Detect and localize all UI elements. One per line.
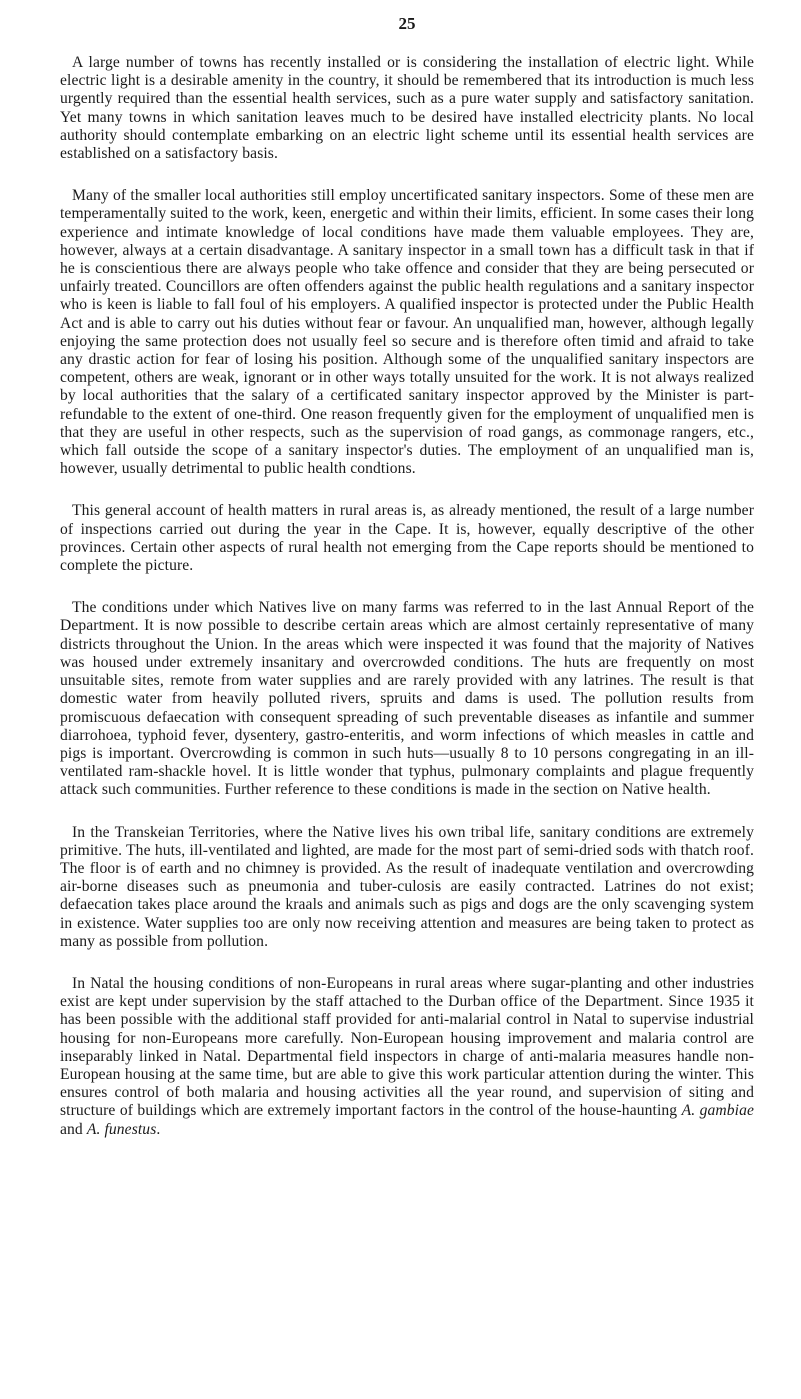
paragraph-electric-light [60, 54, 754, 163]
paragraph-text: In the Transkeian Territories, where the Native lives his own tribal life, sanitary conditions are extremely primitive. The huts, ill-ventilated and lighted, are made for the most part of semi-dried sods with thatch roof. The floor is of earth and no chimney is provided. As the result of inadequate ventilation and overcrowding air-borne diseases such as pneumonia and tuber-culosis are easily contracted. Latrines do not exist; defaecation takes place around the kraals and animals such as pigs and dogs are the only scavenging system in existence. Water supplies too are only now receiving attention and measures are being taken to protect as many as possible from pollution. [60, 823, 754, 950]
paragraph-text: The conditions under which Natives live on many farms was referred to in the last Annual Report of the Department. It is now possible to describe certain areas which are almost certainly representative of many districts throughout the Union. In the areas which were inspected it was found that the majority of Natives was housed under extremely insanitary and overcrowded conditions. The huts are frequently on most unsuitable sites, remote from water supplies and are rarely provided with any latrines. The result is that domestic water from heavily polluted rivers, spruits and dams is used. The pollution results from promiscuous defaecation with consequent spreading of such preventable diseases as infantile and summer diarrohoea, typhoid fever, dysentery, gastro-enteritis, and worm infections of which measles in cattle and pigs is important. Overcrowding is common in such huts—usually 8 to 10 persons congregating in an ill-ventilated ram-shackle hovel. It is little wonder that typhus, pulmonary complaints and plague frequently attack such communities. Further reference to these conditions is made in the section on Native health. [60, 599, 754, 799]
page-number: 25 [398, 14, 416, 33]
paragraph-transkeian-territories [60, 824, 754, 951]
species-name: A. gambiae [681, 1102, 755, 1120]
sentence-end: . [156, 1120, 161, 1138]
paragraph-natal-housing [60, 975, 754, 1139]
paragraph-text: A large number of towns has recently installed or is considering the installation of electric light. While electric light is a desirable amenity in the country, it should be remembered that its introduction is much less urgently required than the essential health services, such as a pure water supply and satisfactory sanitation. Yet many towns in which sanitation leaves much to be desired have installed electricity plants. No local authority should contemplate embarking on an electric light scheme until its essential health services are established on a satisfactory basis. [60, 54, 754, 163]
conjunction: and [60, 1120, 83, 1138]
species-name: A. funestus [86, 1120, 157, 1138]
document-page [60, 14, 754, 1163]
paragraph-text: This general account of health matters in rural areas is, as already mentioned, the result of a large number of inspections carried out during the year in the Cape. It is, however, equally descriptive of the other provinces. Certain other aspects of rural health not emerging from the Cape reports should be mentioned to complete the picture. [60, 502, 754, 575]
paragraph-rural-health-account [60, 502, 754, 575]
paragraph-sanitary-inspectors [60, 187, 754, 478]
paragraph-native-farm-conditions [60, 599, 754, 799]
paragraph-text: Many of the smaller local authorities still employ uncertificated sanitary inspectors. Some of these men are temperamentally suited to the work, keen, energetic and within their limits, efficient. In some cases their long experience and intimate knowledge of local conditions have made them valuable employees. They are, however, always at a certain disadvantage. A sanitary inspector in a small town has a difficult task in that if he is conscientious there are always people who take offence and consider that they are being persecuted or unfairly treated. Councillors are often offenders against the public health regulations and a sanitary inspector who is keen is liable to fall foul of his employers. A qualified inspector is protected under the Public Health Act and is able to carry out his duties without fear or favour. An unqualified man, however, although legally enjoying the same protection does not usually feel so secure and is therefore often timid and afraid to take any drastic action for fear of losing his position. Although some of the unqualified sanitary inspectors are competent, others are weak, ignorant or in other ways totally unsuited for the work. It is not always realized by local authorities that the salary of a certificated sanitary inspector approved by the Minister is part-refundable to the extent of one-third. One reason frequently given for the employment of unqualified men is that they are useful in other respects, such as the supervision of road gangs, as commonage rangers, etc., which fall outside the scope of a sanitary inspector's duties. The employment of an unqualified man is, however, usually detrimental to public health condtions. [60, 187, 754, 478]
paragraph-text: In Natal the housing conditions of non-Europeans in rural areas where sugar-planting and other industries exist are kept under supervision by the staff attached to the Durban office of the Department. Since 1935 it has been possible with the additional staff provided for anti-malarial control in Natal to supervise industrial housing for non-Europeans more carefully. Non-European housing improvement and malaria control are inseparably linked in Natal. Departmental field inspectors in charge of anti-malaria measures handle non-European housing at the same time, but are able to give this work particular attention during the winter. This ensures control of both malaria and housing activities all the year round, and supervision of siting and structure of buildings which are extremely important factors in the control of the house-haunting [60, 974, 754, 1120]
